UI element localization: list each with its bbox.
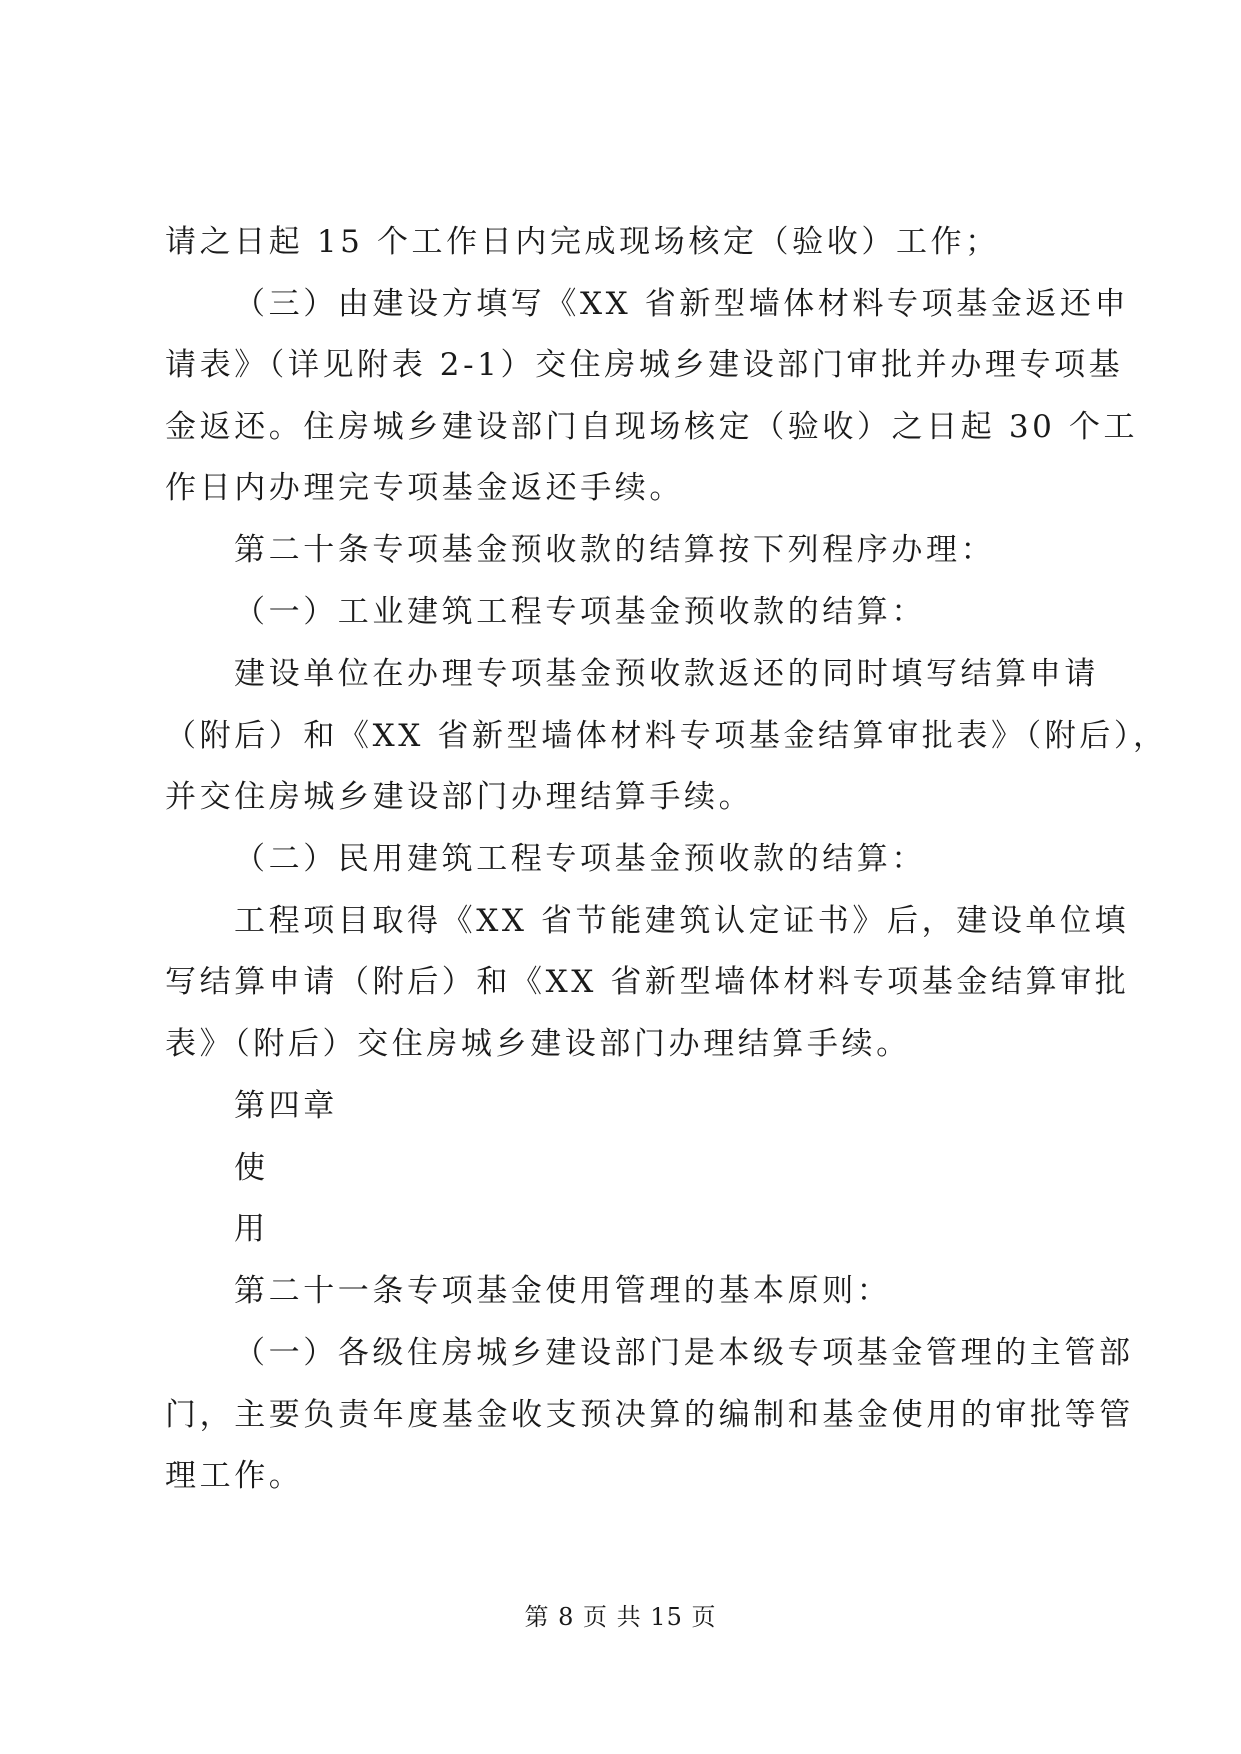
body-text-line: （附后）和《XX 省新型墙体材料专项基金结算审批表》（附后）， xyxy=(165,718,1168,754)
chapter-title-char: 用 xyxy=(234,1211,269,1247)
body-text-line: 工程项目取得《XX 省节能建筑认定证书》后，建设单位填 xyxy=(234,903,1130,939)
body-text-line: 作日内办理完专项基金返还手续。 xyxy=(165,470,684,506)
body-text-line: 理工作。 xyxy=(165,1458,304,1494)
body-text-line: 请之日起 15 个工作日内完成现场核定（验收）工作； xyxy=(165,224,1000,260)
body-text-line: 请表》（详见附表 2-1）交住房城乡建设部门审批并办理专项基 xyxy=(165,347,1124,383)
chapter-title-char: 使 xyxy=(234,1150,269,1186)
body-text-line: 并交住房城乡建设部门办理结算手续。 xyxy=(165,779,754,815)
article-heading: 第二十条专项基金预收款的结算按下列程序办理： xyxy=(234,532,996,568)
body-text-line: 写结算申请（附后）和《XX 省新型墙体材料专项基金结算审批 xyxy=(165,964,1130,1000)
chapter-heading: 第四章 xyxy=(234,1088,338,1124)
page-number-footer: 第 8 页 共 15 页 xyxy=(524,1603,717,1631)
body-text-line: 门，主要负责年度基金收支预决算的编制和基金使用的审批等管 xyxy=(165,1397,1134,1433)
article-heading: 第二十一条专项基金使用管理的基本原则： xyxy=(234,1273,892,1309)
subsection-heading: （二）民用建筑工程专项基金预收款的结算： xyxy=(234,841,926,877)
subsection-heading: （一）工业建筑工程专项基金预收款的结算： xyxy=(234,594,926,630)
body-text-line: 表》（附后）交住房城乡建设部门办理结算手续。 xyxy=(165,1026,911,1062)
body-text-line: （一）各级住房城乡建设部门是本级专项基金管理的主管部 xyxy=(234,1335,1134,1371)
body-text-line: 建设单位在办理专项基金预收款返还的同时填写结算申请 xyxy=(234,656,1099,692)
body-text-line: 金返还。住房城乡建设部门自现场核定（验收）之日起 30 个工 xyxy=(165,409,1139,445)
body-text-line: （三）由建设方填写《XX 省新型墙体材料专项基金返还申 xyxy=(234,286,1130,322)
